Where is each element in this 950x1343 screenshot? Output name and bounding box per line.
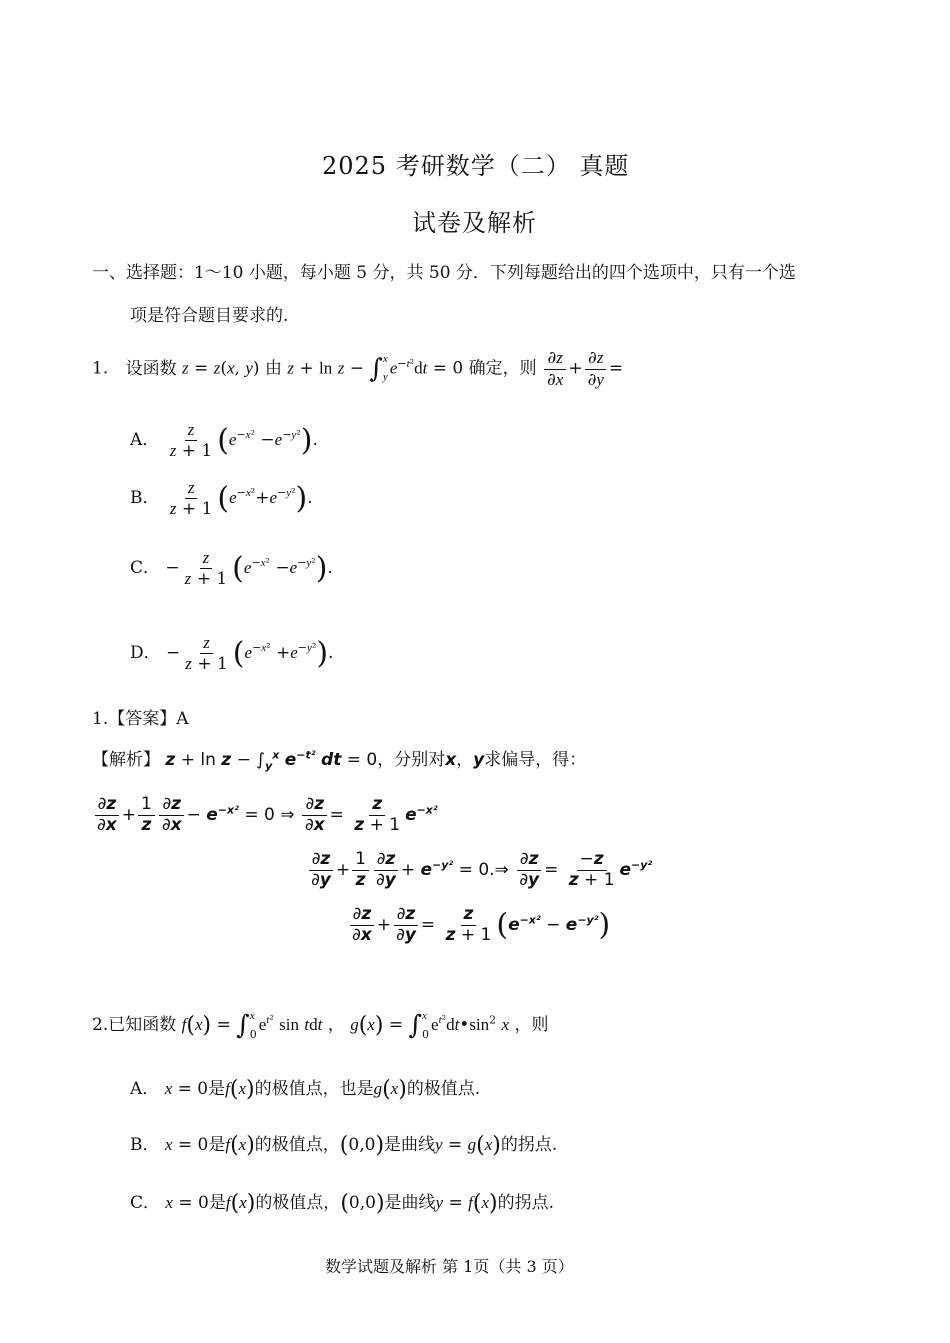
section-heading-line1: 一、选择题：1～10 小题，每小题 5 分，共 50 分．下列每题给出的四个选项中，只有一个选 <box>92 263 796 283</box>
derivation-line-1: $\frac{\partial z}{\partial x}$ + $\frac{1}{z}$ $\frac{\partial z}{\partial x}$ − $e^{-x^2} = 0$ ⇒ $\frac{\partial z}{\partial x}$ = $\frac{z}{z + 1}$ $e^{-x^2}$ <box>92 795 438 835</box>
derivation-line-3: $\frac{\partial z}{\partial x}$ + $\frac{\partial z}{\partial y}$ = $\frac{z}{z + 1}$ $(e^{-x^2} - e^{-y^2})$ <box>347 905 610 945</box>
q1-option-b: B． $\frac{z}{z + 1}$ $(e^{-x^2}+e^{-y^2})$. <box>130 478 313 519</box>
page-subtitle: 试卷及解析 <box>412 209 537 237</box>
q1-option-a: A． $\frac{z}{z + 1}$ $(e^{-x^2} -e^{-y^2})$. <box>130 420 318 461</box>
question-2: 2.已知函数 f(x) = ∫ x 0 $e^{t^2}$ sin tdt ， g(x) = ∫ x 0 $e^{t^2}dt•\sin^2$ x ，则 <box>92 1010 549 1041</box>
q1-number: 1. <box>92 358 109 379</box>
q1-answer: 1.【答案】A <box>92 709 189 729</box>
question-1: 1. 设函数 z = z(x, y) 由 z + ln z − ∫ x y $e^{-t^2}dt = 0$ 确定，则 $\frac{\partial z}{\partial x}$ + $\frac{\partial z}{\partial y}$ = <box>92 348 624 390</box>
q2-option-a: A． x = 0是f(x)的极值点，也是g(x)的极值点. <box>130 1077 481 1102</box>
q2-number: 2. <box>92 1015 109 1036</box>
section-heading-line2: 项是符合题目要求的. <box>130 306 289 326</box>
q1-option-c: C． − $\frac{z}{z + 1}$ $(e^{-x^2} -e^{-y^2})$. <box>130 548 333 589</box>
q2-option-c: C． x = 0是f(x)的极值点，(0,0)是曲线y = f(x)的拐点. <box>130 1191 555 1216</box>
q2-option-b: B． x = 0是f(x)的极值点，(0,0)是曲线y = g(x)的拐点. <box>130 1133 558 1158</box>
q1-option-d: D． − $\frac{z}{z + 1}$ $(e^{-x^2} +e^{-y^2})$. <box>130 633 334 674</box>
page-title: 2025 考研数学（二） 真题 <box>322 152 630 180</box>
page-footer: 数学试题及解析 第 1页（共 3 页） <box>325 1257 574 1276</box>
derivation-line-2: $\frac{\partial z}{\partial y}$ + $\frac{1}{z}$ $\frac{\partial z}{\partial y}$ + $e^{-y^2}$ = 0.⇒ $\frac{\partial z}{\partial y}$ = $\frac{-z}{z + 1}$ $e^{-y^2}$ <box>306 850 652 890</box>
q1-analysis: 【解析】 $z + \ln z - \int_y^x$ $e^{-t^2}$ dt = 0，分别对x，y求偏导，得： <box>92 748 587 773</box>
